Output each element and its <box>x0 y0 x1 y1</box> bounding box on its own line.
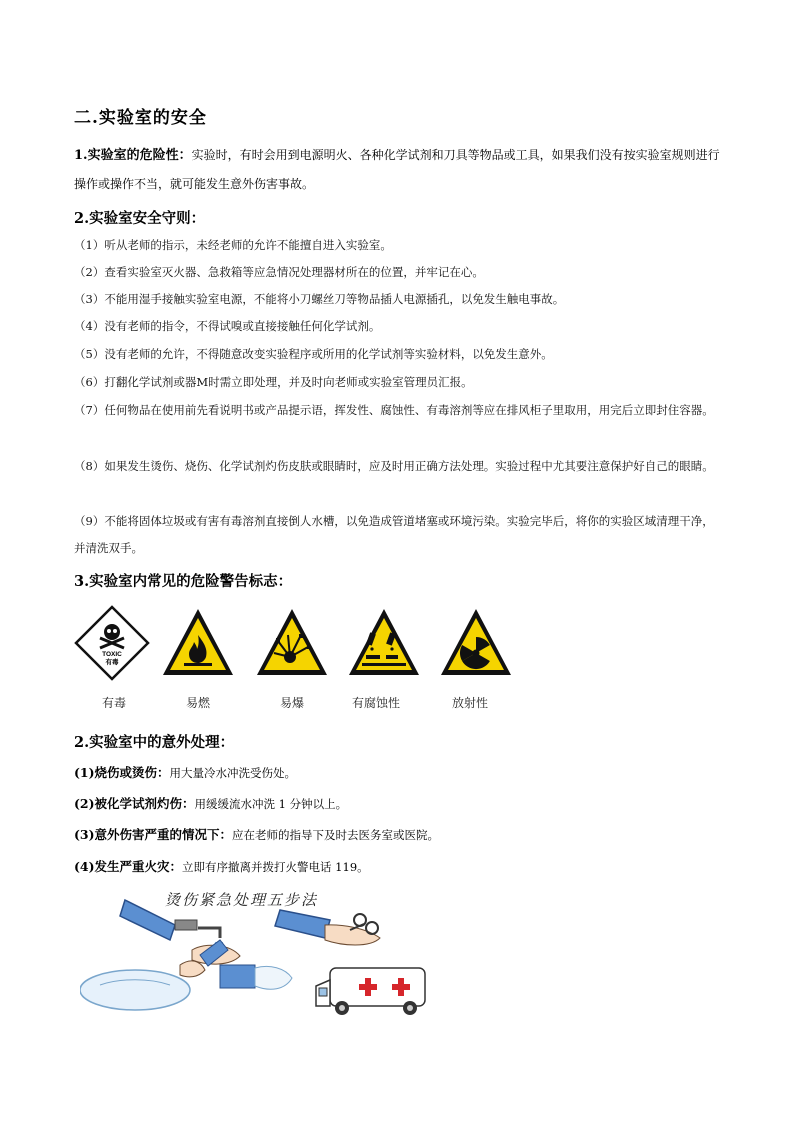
burn-first-aid-illustration <box>80 880 460 1020</box>
rule-item: （9）不能将固体垃圾或有害有毒溶剂直接倒人水槽，以免造成管道堵塞或环境污染。实验完毕后，将你的实验区域清理干净，并清洗双手。 <box>74 514 714 555</box>
accidents-title: 2.实验室中的意外处理： <box>74 734 235 751</box>
sign-label-radioactive: 放射性 <box>451 696 488 710</box>
accident-item: (4)发生严重火灾：立即有序撤离并拨打火警电话 119。 <box>74 859 369 874</box>
rule-item: （2）查看实验室灭火器、急救箱等应急情况处理器材所在的位置，并牢记在心。 <box>74 265 484 279</box>
danger-text: 实验时，有时会用到电源明火、各种化学试剂和刀具等物品或工具，如果我们没有按实验室规则进行操作或操作不当，就可能发生意外伤害事故。 <box>74 148 720 191</box>
danger-paragraph <box>74 141 724 198</box>
rule-item: （4）没有老师的指令，不得试嗅或直接接触任何化学试剂。 <box>74 319 381 333</box>
bandage-step-icon <box>220 965 292 989</box>
radioactive-sign-icon <box>438 605 514 681</box>
accident-item: (3)意外伤害严重的情况下：应在老师的指导下及时去医务室或医院。 <box>74 827 440 842</box>
sign-label-explosive: 易爆 <box>279 696 304 710</box>
sign-label-toxic: 有毒 <box>101 696 126 710</box>
explosive-sign-icon <box>254 605 330 681</box>
rule-item: （1）听从老师的指示，未经老师的允许不能擅自进入实验室。 <box>74 238 392 252</box>
rule-item: （7）任何物品在使用前先看说明书或产品提示语，挥发性、腐蚀性、有毒溶剂等应在排风柜子里取用，用完后立即封住容器。 <box>74 403 714 417</box>
rule-item: （8）如果发生烫伤、烧伤、化学试剂灼伤皮肤或眼睛时，应及时用正确方法处理。实验过程中尤其要注意保护好自己的眼睛。 <box>74 459 714 473</box>
section-heading: 二.实验室的安全 <box>74 108 207 128</box>
sign-label-flammable: 易燃 <box>185 696 210 710</box>
burn-illustration-title: 烫伤紧急处理五步法 <box>165 891 319 909</box>
scissors-step-icon <box>275 910 380 945</box>
danger-lead: 1.实验室的危险性： <box>74 148 192 163</box>
rule-item: （5）没有老师的允许，不得随意改变实验程序或所用的化学试剂等实验材料，以免发生意外。 <box>74 347 553 361</box>
ambulance-icon <box>316 968 425 1015</box>
toxic-sign-en-label: TOXIC <box>102 651 122 658</box>
rules-title: 2.实验室安全守则： <box>74 210 206 227</box>
accident-item: (2)被化学试剂灼伤：用缓缓流水冲洗 1 分钟以上。 <box>74 796 348 811</box>
corrosive-sign-icon <box>346 605 422 681</box>
toxic-sign-cn-label: 有毒 <box>105 658 119 666</box>
rule-item: （6）打翻化学试剂或器M时需立即处理，并及时向老师或实验室管理员汇报。 <box>74 375 473 389</box>
rule-item: （3）不能用湿手接触实验室电源，不能将小刀螺丝刀等物品插人电源插孔，以免发生触电事故。 <box>74 292 565 306</box>
accident-item: (1)烧伤或烫伤：用大量冷水冲洗受伤处。 <box>74 765 297 780</box>
basin-step-icon <box>80 940 228 1010</box>
signs-title: 3.实验室内常见的危险警告标志： <box>74 573 293 590</box>
flammable-sign-icon <box>160 605 236 681</box>
sign-label-corrosive: 有腐蚀性 <box>351 696 400 710</box>
warning-signs-row <box>74 605 524 685</box>
toxic-sign-icon <box>74 605 150 681</box>
